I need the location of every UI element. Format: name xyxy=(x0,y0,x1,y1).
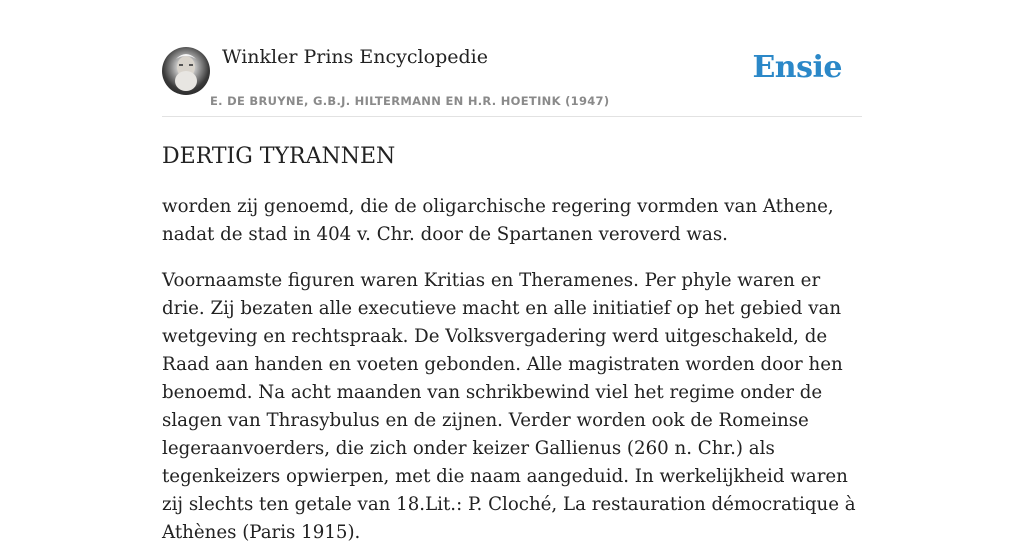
publication-authors: E. DE BRUYNE, G.B.J. HILTERMANN EN H.R. HOETINK (1947) xyxy=(210,94,610,108)
article-paragraph: Voornaamste figuren waren Kritias en Theramenes. Per phyle waren er drie. Zij bezaten alle executieve macht en alle initiatief op het gebied van wetgeving en rechtspraak. De Volksvergadering werd uitgeschakeld, de Raad aan handen en voeten gebonden. Alle magistraten worden door hen benoemd. Na acht maanden van schrikbewind viel het regime onder de slagen van Thrasybulus en de zijnen. Verder worden ook de Romeinse legeraanvoerders, die zich onder keizer Gallienus (260 n. Chr.) als tegenkeizers opwierpen, met die naam aangeduid. In werkelijkheid waren zij slechts ten getale van 18.Lit.: P. Cloché, La restauration démocratique à Athènes (Paris 1915). xyxy=(162,270,856,543)
brand-logo[interactable]: Ensie xyxy=(752,50,842,85)
article-title: DERTIG TYRANNEN xyxy=(162,144,396,169)
article-paragraph: worden zij genoemd, die de oligarchische regering vormden van Athene, nadat de stad in 404 v. Chr. door de Spartanen veroverd was. xyxy=(162,196,834,245)
publication-title[interactable]: Winkler Prins Encyclopedie xyxy=(222,46,488,68)
portrait-icon xyxy=(162,47,210,95)
author-avatar[interactable] xyxy=(162,47,210,95)
article-header xyxy=(162,0,862,117)
page-container xyxy=(162,0,862,547)
